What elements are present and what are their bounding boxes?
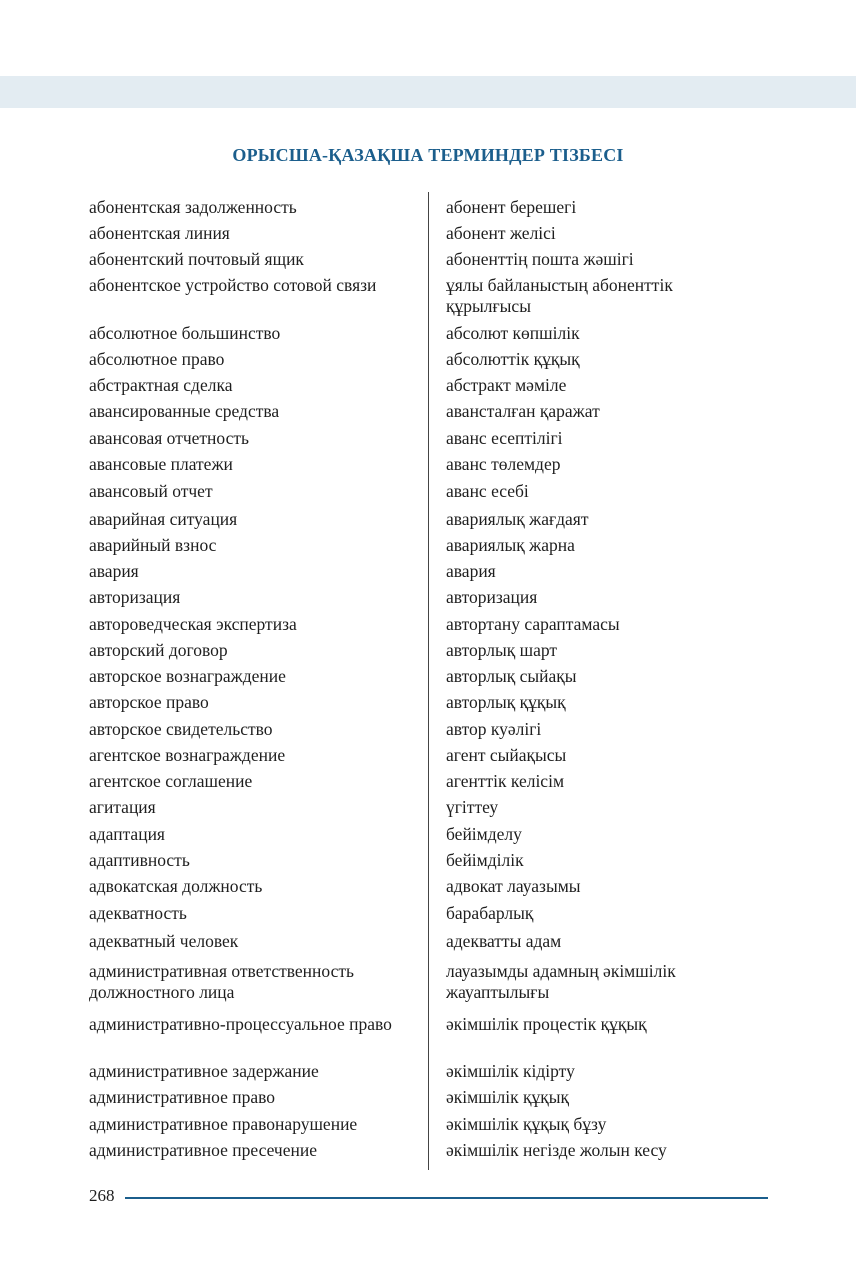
page-number: 268 [89,1186,115,1205]
russian-term: авторизация [89,587,181,607]
russian-term: авансовая отчетность [89,428,250,448]
russian-term: абонентское устройство сотовой связи [89,275,377,295]
kazakh-term: бейімділік [446,850,524,870]
kazakh-term: автор куәлігі [446,719,542,739]
footer-rule [125,1197,768,1199]
kazakh-term: бейімделу [446,824,522,844]
russian-term: аварийная ситуация [89,509,238,529]
kazakh-term: үгіттеу [446,797,499,817]
russian-term: абстрактная сделка [89,375,233,395]
russian-term: административное задержание [89,1061,319,1081]
russian-term: авторское вознаграждение [89,666,286,686]
kazakh-term: автортану сараптамасы [446,614,620,634]
kazakh-term: ұялы байланыстың абоненттік құрылғысы [446,275,673,316]
kazakh-term: авария [446,561,496,581]
kazakh-term: агенттік келісім [446,771,565,791]
russian-term: абсолютное большинство [89,323,281,343]
russian-term: агитация [89,797,156,817]
russian-term: административно-процессуальное право [89,1014,392,1034]
russian-term: авторское свидетельство [89,719,273,739]
kazakh-term: авансталған қаражат [446,401,600,421]
russian-term: абонентский почтовый ящик [89,249,304,269]
russian-term: адаптация [89,824,165,844]
russian-term: адвокатская должность [89,876,263,896]
russian-term: авансовый отчет [89,481,213,501]
kazakh-term: аванс есептілігі [446,428,563,448]
russian-term: административное право [89,1087,276,1107]
kazakh-term: адвокат лауазымы [446,876,581,896]
kazakh-term: авторлық сыйақы [446,666,577,686]
russian-term: авансированные средства [89,401,280,421]
russian-term: авторское право [89,692,209,712]
header-band [0,76,856,108]
russian-term: адаптивность [89,850,190,870]
russian-term: аварийный взнос [89,535,217,555]
russian-term: административная ответственность должностного лица [89,961,354,1002]
russian-term: адекватность [89,903,187,923]
russian-term: авансовые платежи [89,454,233,474]
kazakh-term: барабарлық [446,903,534,923]
russian-term: абонентская линия [89,223,230,243]
kazakh-term: абсолюттік құқық [446,349,580,369]
kazakh-term: абонент берешегі [446,197,577,217]
kazakh-term: авариялық жағдаят [446,509,589,529]
russian-term: авторский договор [89,640,228,660]
russian-term: автороведческая экспертиза [89,614,297,634]
kazakh-term: аванс есебі [446,481,529,501]
column-divider [428,192,429,1170]
russian-term: административное правонарушение [89,1114,358,1134]
russian-term: адекватный человек [89,931,239,951]
kazakh-term: авариялық жарна [446,535,575,555]
kazakh-term: абсолют көпшілік [446,323,580,343]
kazakh-term: авторлық шарт [446,640,558,660]
kazakh-term: әкімшілік процестік құқық [446,1014,647,1034]
russian-term: авария [89,561,139,581]
kazakh-term: әкімшілік құқық бұзу [446,1114,607,1134]
kazakh-term: абстракт мәміле [446,375,567,395]
kazakh-term: әкімшілік кідірту [446,1061,575,1081]
kazakh-term: әкімшілік құқық [446,1087,570,1107]
kazakh-term: адекватты адам [446,931,562,951]
kazakh-term: абоненттің пошта жәшігі [446,249,634,269]
kazakh-term: лауазымды адамның әкімшілік жауаптылығы [446,961,676,1002]
russian-term: агентское соглашение [89,771,253,791]
kazakh-term: агент сыйақысы [446,745,567,765]
kazakh-term: аванс төлемдер [446,454,561,474]
kazakh-term: авторизация [446,587,538,607]
russian-term: абонентская задолженность [89,197,297,217]
russian-term: агентское вознаграждение [89,745,286,765]
kazakh-term: әкімшілік негізде жолын кесу [446,1140,667,1160]
kazakh-term: авторлық құқық [446,692,566,712]
kazakh-term: абонент желісі [446,223,556,243]
russian-term: административное пресечение [89,1140,317,1160]
russian-term: абсолютное право [89,349,225,369]
page-title: ОРЫСША-ҚАЗАҚША ТЕРМИНДЕР ТІЗБЕСІ [232,145,624,165]
